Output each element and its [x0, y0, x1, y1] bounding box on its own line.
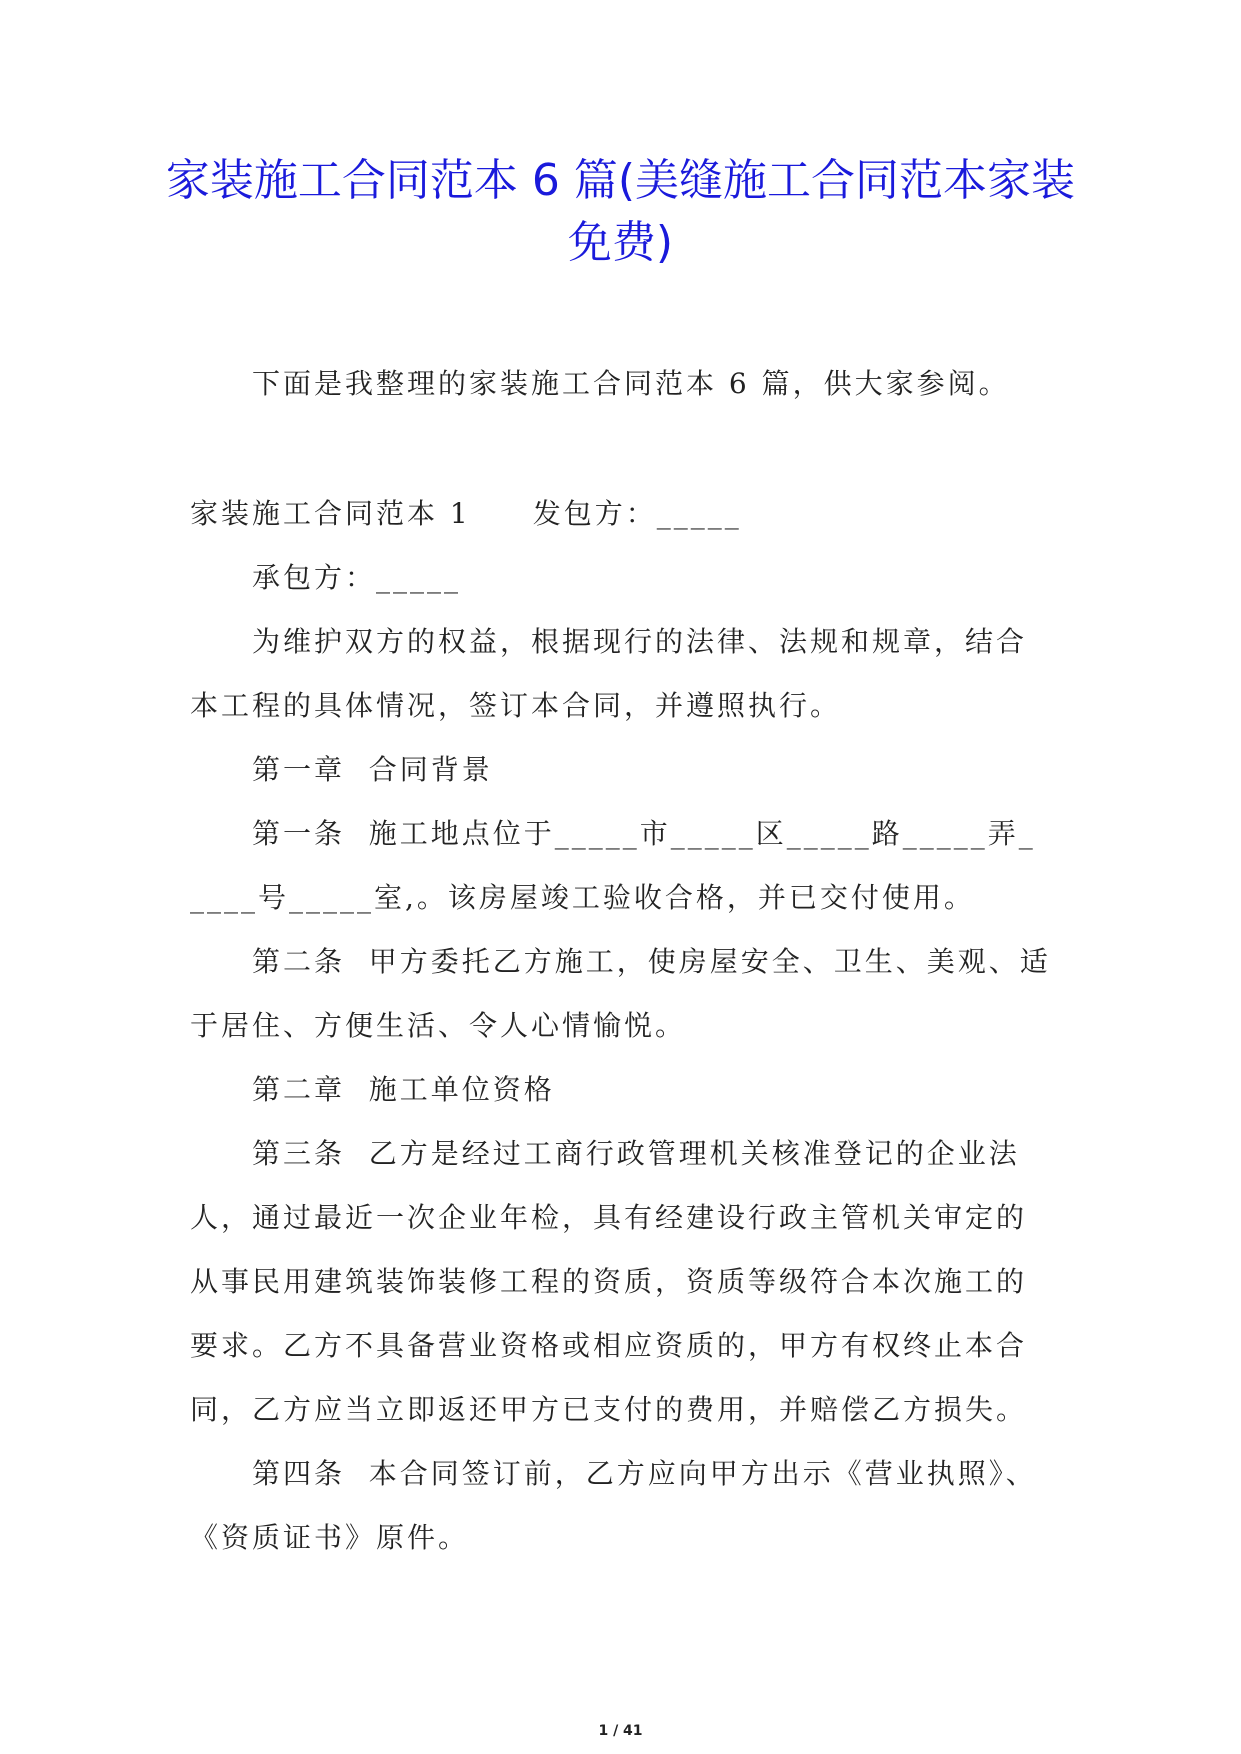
contractor-line: 承包方：_____	[252, 561, 462, 594]
chapter-1-heading: 第一章 合同背景	[252, 753, 493, 786]
page-number: 1 / 41	[598, 1723, 643, 1739]
chapter-2-heading: 第二章 施工单位资格	[252, 1073, 555, 1106]
article-2-paragraph: 第二条 甲方委托乙方施工，使房屋安全、卫生、美观、适于居住、方便生活、令人心情愉悦。	[190, 945, 1051, 1042]
preamble-paragraph: 为维护双方的权益，根据现行的法律、法规和规章，结合本工程的具体情况，签订本合同，并遵照执行。	[190, 625, 1028, 722]
article-4-paragraph: 第四条 本合同签订前，乙方应向甲方出示《营业执照》、《资质证书》原件。	[190, 1457, 1037, 1554]
article-1-paragraph: 第一条 施工地点位于_____市_____区_____路_____弄_____号_____室,。该房屋竣工验收合格，并已交付使用。	[190, 817, 1036, 914]
intro-paragraph: 下面是我整理的家装施工合同范本 6 篇，供大家参阅。	[252, 367, 1010, 400]
article-3-paragraph: 第三条 乙方是经过工商行政管理机关核准登记的企业法人，通过最近一次企业年检，具有经建设行政主管机关审定的从事民用建筑装饰装修工程的资质，资质等级符合本次施工的要求。乙方不具备营业资格或相应资质的，甲方有权终止本合同，乙方应当立即返还甲方已支付的费用，并赔偿乙方损失。	[190, 1137, 1028, 1426]
contract-heading-line: 家装施工合同范本 1 发包方：_____	[190, 497, 742, 530]
document-title: 家装施工合同范本 6 篇(美缝施工合同范本家装免费)	[165, 155, 1076, 268]
